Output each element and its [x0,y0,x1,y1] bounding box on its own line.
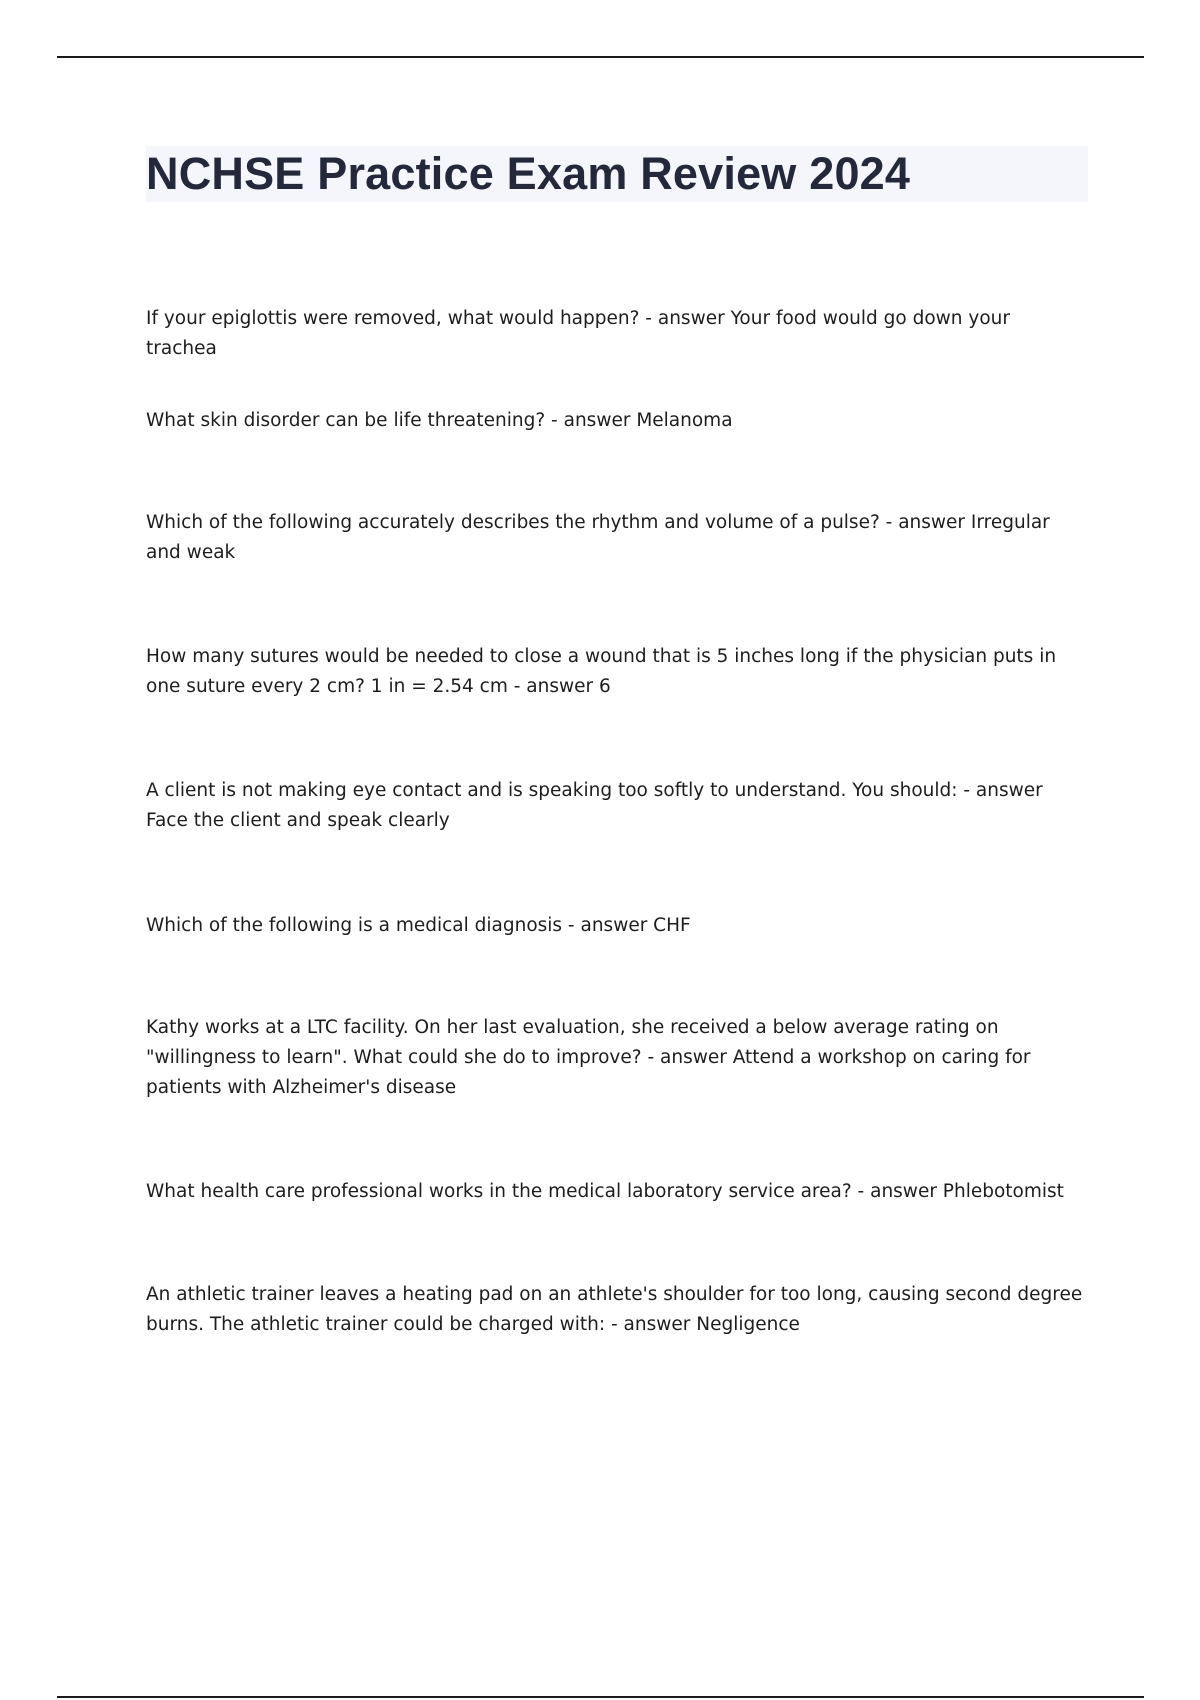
top-rule [57,56,1144,58]
qa-item-8: What health care professional works in the medical laboratory service area? - answer Phlebotomist [146,1181,1064,1202]
qa-item-1: If your epiglottis were removed, what would happen? - answer Your food would go down your trachea [146,308,1010,359]
qa-item-3: Which of the following accurately describes the rhythm and volume of a pulse? - answer Irregular and weak [146,512,1050,563]
qa-item-7: Kathy works at a LTC facility. On her last evaluation, she received a below average rating on "willingness to learn". What could she do to improve? - answer Attend a workshop on caring for patients with Alzheimer's disease [146,1017,1031,1098]
qa-item-5: A client is not making eye contact and is speaking too softly to understand. You should: - answer Face the client and speak clearly [146,780,1043,831]
qa-item-2: What skin disorder can be life threatening? - answer Melanoma [146,410,733,431]
bottom-rule [57,1696,1144,1698]
qa-item-6: Which of the following is a medical diagnosis - answer CHF [146,915,691,936]
qa-item-4: How many sutures would be needed to close a wound that is 5 inches long if the physician puts in one suture every 2 cm? 1 in = 2.54 cm - answer 6 [146,646,1057,697]
qa-item-9: An athletic trainer leaves a heating pad on an athlete's shoulder for too long, causing second degree burns. The athletic trainer could be charged with: - answer Negligence [146,1284,1083,1335]
page-title: NCHSE Practice Exam Review 2024 [146,148,911,199]
